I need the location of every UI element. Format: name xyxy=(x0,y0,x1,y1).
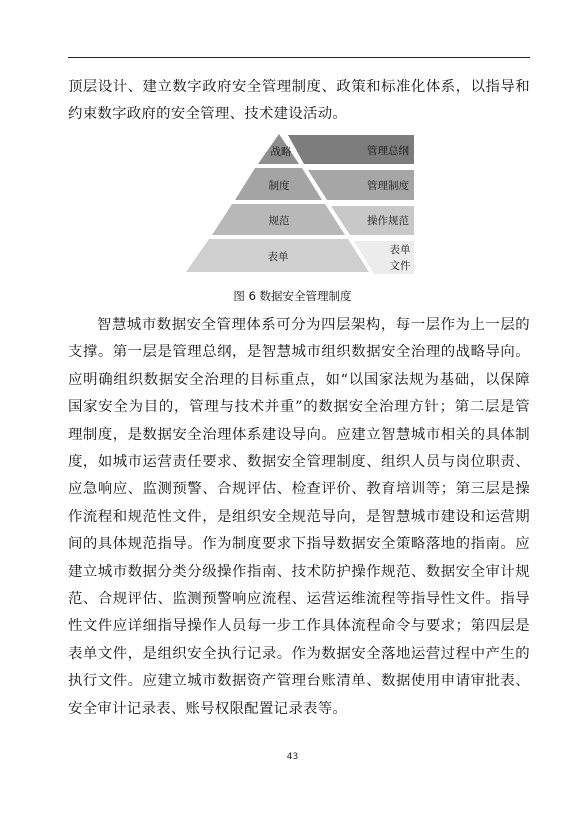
side-label-system: 管理制度 xyxy=(367,180,409,192)
intro-paragraph: 顶层设计、建立数字政府安全管理制度、政策和标准化体系，以指导和约束数字政府的安全管理、技术建设活动。 xyxy=(68,79,530,123)
tier-label-strategy: 战略 xyxy=(270,146,292,158)
side-label-spec: 操作规范 xyxy=(367,215,409,227)
tier-label-forms: 表单 xyxy=(267,251,289,263)
management-pyramid-figure xyxy=(178,133,418,275)
side-label-outline: 管理总纲 xyxy=(367,145,409,157)
header-rule xyxy=(68,57,530,58)
body-paragraph: 智慧城市数据安全管理体系可分为四层架构，每一层作为上一层的支撑。第一层是管理总纲，是智慧城市组织数据安全治理的战略导向。应明确组织数据安全治理的目标重点，如“以国家法规为基础，以保障国家安全为目的，管理与技术并重”的数据安全治理方针；第二层是管理制度，是数据安全治理体系建设导向。应建立智慧城市相关的具体制度，如城市运营责任要求、数据安全管理制度、组织人员与岗位职责、应急响应、监测预警、合规评估、检查评价、教育培训等；第三层是操作流程和规范性文件，是组织安全规范导向，是智慧城市建设和运营期间的具体规范指导。作为制度要求下指导数据安全策略落地的指南。应建立城市数据分类分级操作指南、技术防护操作规范、数据安全审计规范、合规评估、监测预警响应流程、运营运维流程等指导性文件。指导性文件应详细指导操作人员每一步工作具体流程命令与要求；第四层是表单文件，是组织安全执行记录。作为数据安全落地运营过程中产生的执行文件。应建立城市数据资产管理台账清单、数据使用申请审批表、安全审计记录表、账号权限配置记录表等。 xyxy=(68,317,530,717)
side-label-file: 文件 xyxy=(389,260,411,272)
tier-label-specification: 规范 xyxy=(268,215,290,227)
side-label-form: 表单 xyxy=(389,244,411,256)
figure-caption: 图 6 数据安全管理制度 xyxy=(233,289,352,303)
tier-label-system: 制度 xyxy=(268,180,290,192)
pyramid-diagram xyxy=(178,133,418,275)
page-number: 43 xyxy=(286,752,299,762)
